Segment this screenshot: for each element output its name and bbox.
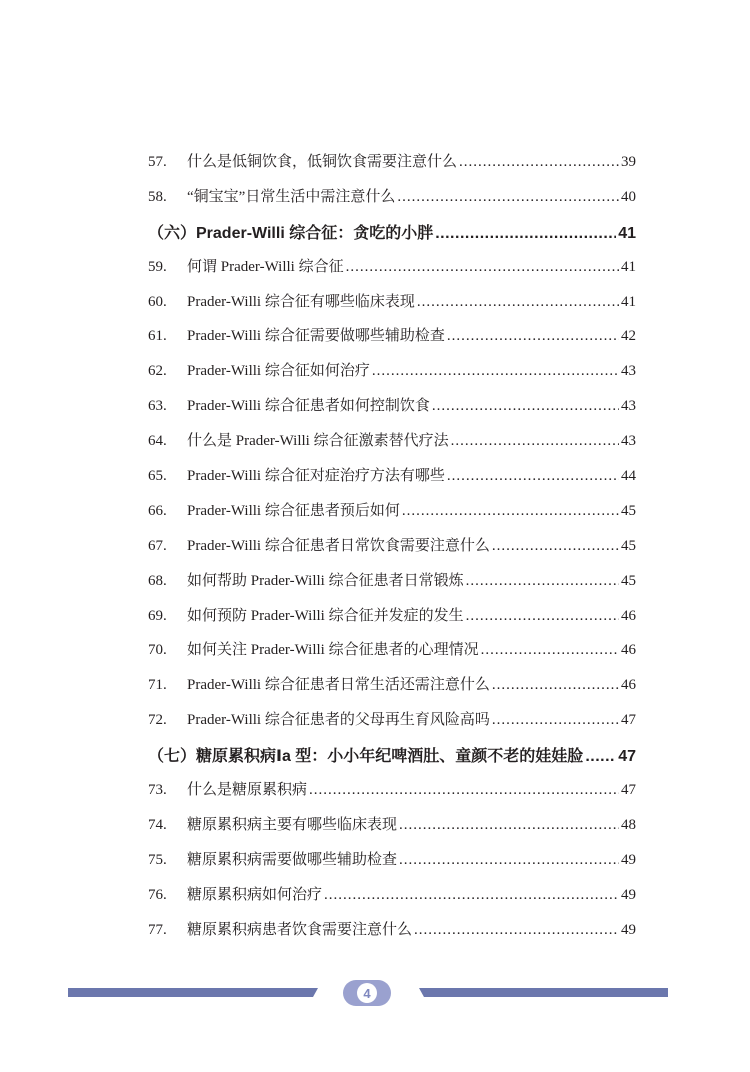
toc-entry[interactable] — [148, 673, 636, 708]
entry-title: Prader-Willi 综合征患者日常生活还需注意什么 — [187, 677, 490, 694]
entry-page: 46 — [621, 642, 636, 659]
toc-entry[interactable] — [148, 708, 636, 743]
entry-title: Prader-Willi 综合征有哪些临床表现 — [187, 293, 415, 310]
leader-dots — [402, 503, 619, 520]
leader-dots — [447, 468, 619, 485]
entry-number: 77. — [148, 921, 167, 938]
entry-page: 40 — [621, 188, 636, 205]
toc-section-heading[interactable] — [148, 743, 636, 778]
leader-dots — [492, 677, 619, 694]
entry-number: 74. — [148, 816, 167, 833]
entry-title: Prader-Willi 综合征对症治疗方法有哪些 — [187, 468, 445, 485]
entry-title: （七）糖原累积病Ⅰa 型：小小年纪啤酒肚、童颜不老的娃娃脸 — [148, 748, 584, 766]
entry-page: 43 — [621, 363, 636, 380]
toc-entry[interactable] — [148, 359, 636, 394]
entry-page: 43 — [621, 433, 636, 450]
entry-page: 39 — [621, 154, 636, 170]
leader-dots — [492, 538, 619, 555]
entry-number: 61. — [148, 328, 167, 345]
entry-title: 糖原累积病患者饮食需要注意什么 — [187, 921, 413, 938]
entry-number: 66. — [148, 502, 167, 519]
leader-dots — [372, 363, 619, 380]
leader-dots — [466, 573, 619, 590]
entry-number: 68. — [148, 572, 167, 589]
entry-number: 65. — [148, 468, 167, 485]
entry-number: 63. — [148, 398, 167, 415]
entry-title: 什么是糖原累积病 — [187, 782, 308, 799]
entry-number: 67. — [148, 537, 167, 554]
entry-page: 43 — [621, 398, 636, 415]
entry-number: 75. — [148, 851, 167, 868]
entry-title: 何谓 Prader-Willi 综合征 — [187, 258, 344, 275]
entry-page: 47 — [621, 782, 636, 799]
entry-title: Prader-Willi 综合征患者预后如何 — [187, 502, 400, 519]
entry-title: 糖原累积病需要做哪些辅助检查 — [187, 851, 398, 868]
entry-number: 69. — [148, 607, 167, 624]
leader-dots — [447, 328, 619, 345]
entry-number: 60. — [148, 293, 167, 310]
entry-title: 如何帮助 Prader-Willi 综合征患者日常锻炼 — [187, 572, 464, 589]
entry-title: （六）Prader-Willi 综合征：贪吃的小胖 — [148, 224, 434, 242]
toc-entry[interactable] — [148, 848, 636, 883]
leader-dots — [309, 782, 619, 799]
leader-dots — [466, 608, 619, 625]
leader-dots — [397, 189, 619, 206]
toc-entry[interactable] — [148, 150, 636, 185]
entry-number: 57. — [148, 154, 167, 170]
leader-dots — [585, 748, 616, 766]
toc-entry[interactable] — [148, 778, 636, 813]
entry-title: Prader-Willi 综合征需要做哪些辅助检查 — [187, 328, 445, 345]
entry-number: 64. — [148, 433, 167, 450]
leader-dots — [451, 433, 619, 450]
entry-title: Prader-Willi 综合征患者的父母再生育风险高吗 — [187, 712, 490, 729]
toc-entry[interactable] — [148, 883, 636, 918]
toc-entry[interactable] — [148, 813, 636, 848]
entry-number: 76. — [148, 886, 167, 903]
entry-page: 49 — [621, 886, 636, 903]
leader-dots — [417, 294, 619, 311]
toc-entry[interactable] — [148, 394, 636, 429]
toc-entry[interactable] — [148, 464, 636, 499]
entry-number: 73. — [148, 782, 167, 799]
entry-page: 48 — [621, 816, 636, 833]
footer-bar-left — [68, 988, 318, 997]
toc-entry[interactable] — [148, 185, 636, 220]
table-of-contents — [148, 150, 636, 952]
entry-number: 71. — [148, 677, 167, 694]
entry-page: 49 — [621, 851, 636, 868]
toc-entry[interactable] — [148, 429, 636, 464]
entry-page: 41 — [621, 293, 636, 310]
leader-dots — [459, 154, 619, 171]
entry-page: 47 — [621, 712, 636, 729]
entry-page: 45 — [621, 537, 636, 554]
leader-dots — [399, 852, 619, 869]
leader-dots — [324, 887, 619, 904]
leader-dots — [414, 922, 619, 939]
entry-page: 41 — [621, 258, 636, 275]
toc-entry[interactable] — [148, 534, 636, 569]
page-number-badge — [343, 980, 391, 1006]
leader-dots — [432, 398, 619, 415]
entry-title: 如何关注 Prader-Willi 综合征患者的心理情况 — [187, 642, 479, 659]
entry-page: 45 — [621, 502, 636, 519]
leader-dots — [346, 259, 619, 276]
entry-page: 47 — [618, 748, 636, 766]
entry-title: 如何预防 Prader-Willi 综合征并发症的发生 — [187, 607, 464, 624]
entry-title: 糖原累积病主要有哪些临床表现 — [187, 816, 398, 833]
entry-number: 58. — [148, 188, 167, 205]
entry-number: 62. — [148, 363, 167, 380]
page-footer — [0, 978, 750, 1008]
entry-title: Prader-Willi 综合征如何治疗 — [187, 363, 370, 380]
entry-number: 59. — [148, 258, 167, 275]
toc-section-heading[interactable] — [148, 220, 636, 255]
entry-title: 糖原累积病如何治疗 — [187, 886, 323, 903]
entry-title: 什么是低铜饮食，低铜饮食需要注意什么 — [187, 154, 458, 170]
entry-title: Prader-Willi 综合征患者如何控制饮食 — [187, 398, 430, 415]
entry-page: 46 — [621, 677, 636, 694]
toc-entry[interactable] — [148, 255, 636, 290]
toc-entry[interactable] — [148, 638, 636, 673]
entry-page: 46 — [621, 607, 636, 624]
entry-title: 什么是 Prader-Willi 综合征激素替代疗法 — [187, 433, 449, 450]
toc-entry[interactable] — [148, 290, 636, 325]
entry-title: Prader-Willi 综合征患者日常饮食需要注意什么 — [187, 537, 490, 554]
entry-title: “铜宝宝”日常生活中需注意什么 — [187, 188, 396, 205]
toc-entry[interactable] — [148, 499, 636, 534]
entry-page: 44 — [621, 468, 636, 485]
leader-dots — [399, 817, 619, 834]
entry-page: 49 — [621, 921, 636, 938]
entry-page: 42 — [621, 328, 636, 345]
toc-entry[interactable] — [148, 324, 636, 359]
leader-dots — [435, 225, 616, 243]
entry-page: 45 — [621, 572, 636, 589]
page-number: 4 — [357, 983, 377, 1003]
entry-number: 70. — [148, 642, 167, 659]
footer-bar-right — [419, 988, 668, 997]
leader-dots — [492, 712, 619, 729]
entry-number: 72. — [148, 712, 167, 729]
toc-entry[interactable] — [148, 604, 636, 639]
toc-entry[interactable] — [148, 569, 636, 604]
entry-page: 41 — [618, 224, 636, 242]
toc-entry[interactable] — [148, 918, 636, 953]
leader-dots — [481, 642, 619, 659]
